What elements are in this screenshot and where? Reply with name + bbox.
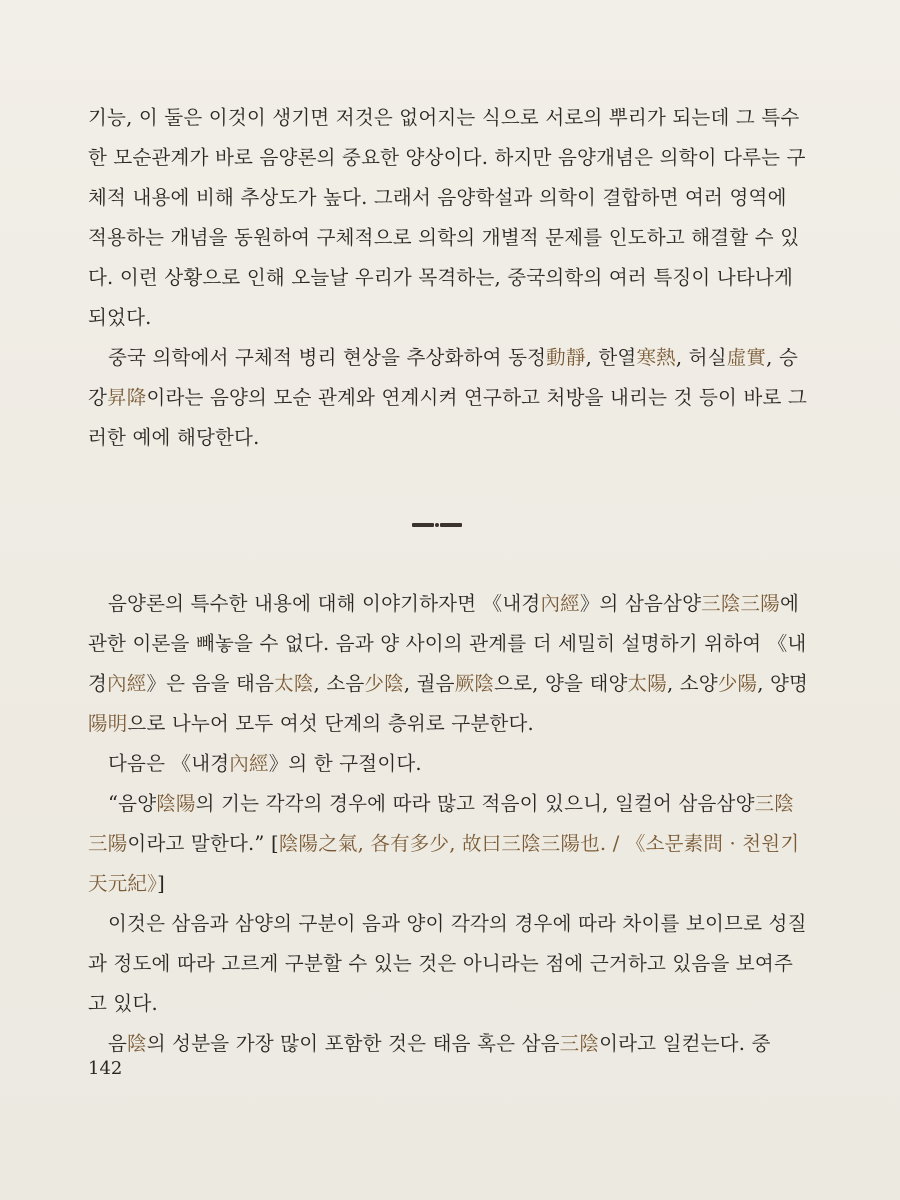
hanja-gworeum: 厥陰 bbox=[454, 672, 495, 695]
page-number: 142 bbox=[88, 1058, 123, 1079]
paragraph-7 bbox=[88, 1024, 812, 1064]
paragraph-3-text-j: 으로 나누어 모두 여섯 단계의 층위로 구분한다. bbox=[127, 712, 534, 735]
paragraph-2-text-c: , 허실 bbox=[675, 346, 727, 369]
hanja-naegyeong-3: 內經 bbox=[229, 752, 269, 775]
paragraph-4-text-a: 다음은 《내경 bbox=[108, 752, 230, 775]
hanja-sameum-samyang: 三陰三陽 bbox=[701, 592, 780, 615]
hanja-taeyang: 太陽 bbox=[627, 672, 667, 695]
paragraph-7-text-c: 이라고 일컫는다. 중 bbox=[599, 1032, 771, 1055]
hanja-naegyeong-2: 內經 bbox=[107, 672, 147, 695]
hanja-hanyeol: 寒熱 bbox=[636, 346, 676, 369]
paragraph-3-text-d: 》은 음을 태음 bbox=[146, 672, 275, 695]
divider-bar-left bbox=[412, 523, 434, 527]
hanja-heosil: 虛實 bbox=[726, 346, 767, 369]
text-block-top bbox=[88, 98, 812, 458]
paragraph-4 bbox=[88, 744, 812, 784]
hanja-soeum: 少陰 bbox=[364, 672, 404, 695]
paragraph-3-text-b: 》의 삼음삼양 bbox=[579, 592, 702, 615]
paragraph-3-text-i: , 양명 bbox=[757, 672, 809, 695]
hanja-dongjeong: 動靜 bbox=[546, 346, 586, 369]
paragraph-4-text-b: 》의 한 구절이다. bbox=[268, 752, 422, 775]
paragraph-5-text-c: 이라고 말한다.” [ bbox=[127, 832, 279, 855]
paragraph-3-text-g: 으로, 양을 태양 bbox=[494, 672, 628, 695]
paragraph-1: 기능, 이 둘은 이것이 생기면 저것은 없어지는 식으로 서로의 뿌리가 되는데 그 특수한 모순관계가 바로 음양론의 중요한 양상이다. 하지만 음양개념은 의학이 다루는 구체적 내용에 비해 추상도가 높다. 그래서 음양학설과 의학이 결합하면 여러 영역에 적용하는 개념을 동원하여 구체적으로 의학의 개별적 문제를 인도하고 해결할 수 있다. 이런 상황으로 인해 오늘날 우리가 목격하는, 중국의학의 여러 특징이 나타나게 되었다. bbox=[88, 106, 806, 329]
paragraph-5-text-b: 의 기는 각각의 경우에 따라 많고 적음이 있으니, 일컬어 삼음삼양 bbox=[195, 792, 755, 815]
hanja-yangmyeong: 陽明 bbox=[88, 712, 128, 735]
hanja-soyang: 少陽 bbox=[717, 672, 758, 695]
hanja-source-citation: 陰陽之氣, 各有多少, 故曰三陰三陽也. / 《소문素問 · 천원기天元紀》 bbox=[88, 832, 800, 895]
hanja-seunggang: 昇降 bbox=[107, 386, 147, 409]
paragraph-3 bbox=[88, 584, 812, 744]
hanja-taeeum: 太陰 bbox=[274, 672, 314, 695]
paragraph-3-text-e: , 소음 bbox=[313, 672, 365, 695]
paragraph-3-text-a: 음양론의 특수한 내용에 대해 이야기하자면 《내경 bbox=[108, 592, 541, 615]
paragraph-3-text-f: , 궐음 bbox=[403, 672, 455, 695]
hanja-sameum-samyang-2: 三陰三陽 bbox=[88, 792, 795, 855]
text-block-bottom bbox=[88, 584, 812, 1064]
paragraph-2-text-d: , 승강 bbox=[88, 346, 798, 409]
divider-dot bbox=[435, 523, 439, 527]
paragraph-3-text-h: , 소양 bbox=[666, 672, 718, 695]
paragraph-7-text-b: 의 성분을 가장 많이 포함한 것은 태음 혹은 삼음 bbox=[146, 1032, 560, 1055]
divider-bar-right bbox=[440, 523, 462, 527]
paragraph-5-text-d: ] bbox=[157, 872, 165, 895]
paragraph-5-text-a: “음양 bbox=[108, 792, 157, 815]
hanja-naegyeong: 內經 bbox=[540, 592, 580, 615]
page-footer bbox=[88, 1058, 122, 1079]
paragraph-2-text-a: 중국 의학에서 구체적 병리 현상을 추상화하여 동정 bbox=[108, 346, 547, 369]
hanja-eum: 陰 bbox=[127, 1032, 147, 1055]
paragraph-7-text-a: 음 bbox=[108, 1032, 128, 1055]
hanja-sameum: 三陰 bbox=[559, 1032, 600, 1055]
paragraph-6: 이것은 삼음과 삼양의 구분이 음과 양이 각각의 경우에 따라 차이를 보이므로 성질과 정도에 따라 고르게 구분할 수 있는 것은 아니라는 점에 근거하고 있음을 보여주고 있다. bbox=[88, 912, 807, 1015]
paragraph-5-quote bbox=[88, 784, 812, 904]
paragraph-2-text-b: , 한열 bbox=[585, 346, 637, 369]
section-divider bbox=[412, 522, 462, 528]
paragraph-2 bbox=[88, 338, 812, 458]
paragraph-2-text-e: 이라는 음양의 모순 관계와 연계시켜 연구하고 처방을 내리는 것 등이 바로 그러한 예에 해당한다. bbox=[88, 386, 807, 449]
paragraph-3-text-c: 에 관한 이론을 빼놓을 수 없다. 음과 양 사이의 관계를 더 세밀히 설명하기 위하여 《내경 bbox=[88, 592, 807, 695]
hanja-eumyang: 陰陽 bbox=[156, 792, 196, 815]
